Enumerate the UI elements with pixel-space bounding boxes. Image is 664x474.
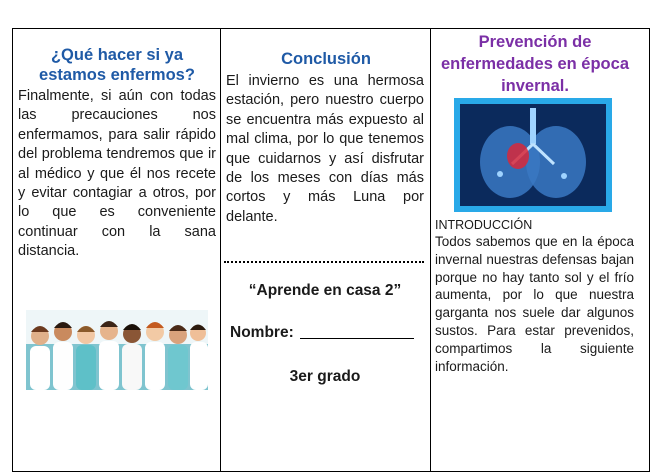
dotted-divider xyxy=(224,261,424,263)
panel-left-title: ¿Qué hacer si ya estamos enfermos? xyxy=(39,46,195,84)
panel-left xyxy=(14,28,220,472)
introduction-label: INTRODUCCIÓN xyxy=(435,218,533,232)
panel-right-body: Todos sabemos que en la época invernal nuestras defensas bajan porque no hay tanto sol y el frío aumenta, por lo que nuestra garganta nos suele dar algunos sustos. Para estar prevenidos, compartimos la siguiente información. xyxy=(435,234,634,374)
name-blank-line xyxy=(300,338,414,339)
panel-right xyxy=(432,28,638,472)
panel-center-body: El invierno es una hermosa estación, pero nuestro cuerpo se encuentra más expuesto al mal clima, por lo que tenemos que cuidarnos y así disfrutar de los meses con días más cortos y más Luna por delante. xyxy=(226,73,424,225)
grade-label: 3er grado xyxy=(289,368,361,385)
name-label: Nombre: xyxy=(230,324,294,341)
panel-left-body: Finalmente, si aún con todas las precauciones nos enfermamos, para salir rápido del problema tendremos que ir al médico y que él nos recete y evitar contagiar a otros, por lo que es conveniente continuar con la sana distancia. xyxy=(18,88,216,260)
program-tagline: “Aprende en casa 2” xyxy=(248,282,402,299)
column-divider-2 xyxy=(430,28,431,472)
lungs-illustration xyxy=(454,98,612,212)
column-divider-1 xyxy=(220,28,221,472)
doctors-group-illustration xyxy=(26,310,208,390)
panel-right-title: Prevención de enfermedades en época invernal. xyxy=(441,33,629,95)
lungs-icon xyxy=(460,104,606,206)
name-field xyxy=(230,324,414,342)
panel-center-title: Conclusión xyxy=(281,50,371,68)
panel-center xyxy=(222,28,430,472)
